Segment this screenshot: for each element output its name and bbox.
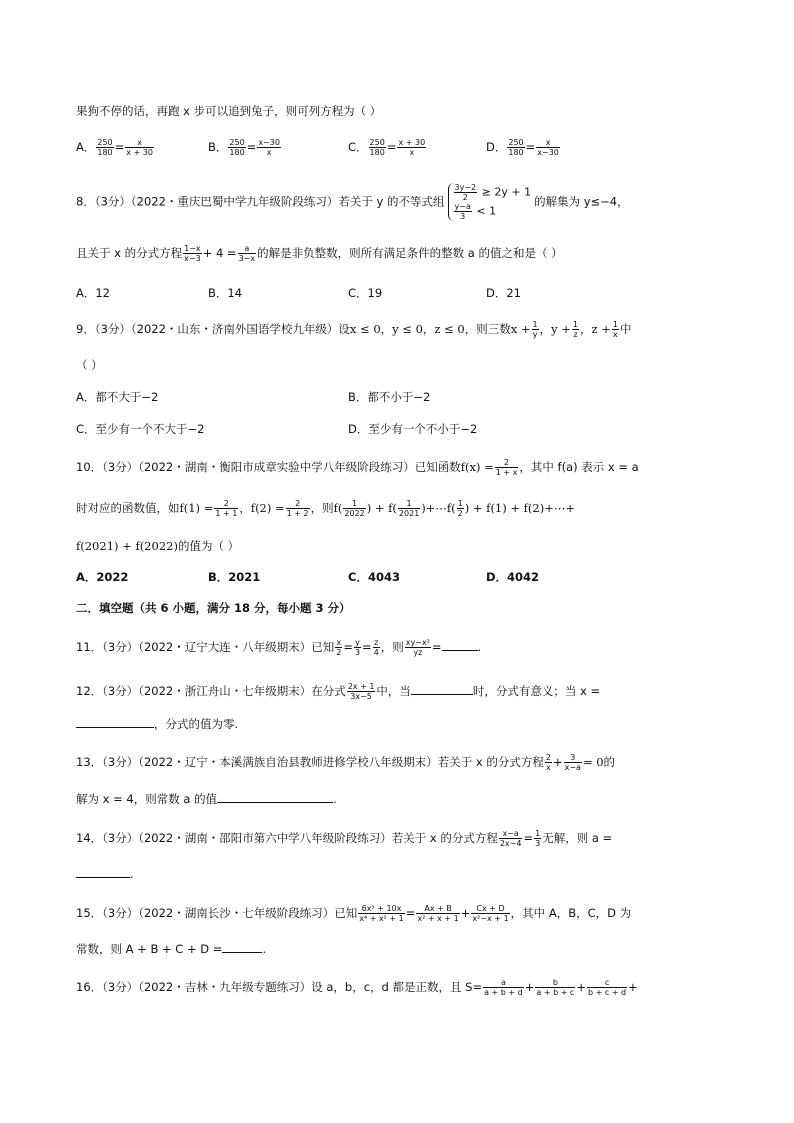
frac-num: Cx + D (471, 904, 509, 914)
frac-den: 2 (336, 648, 342, 657)
term: )+⋯f( (421, 501, 456, 515)
frac-num: x + 30 (398, 138, 426, 147)
fraction (373, 638, 380, 657)
q13-line2 (76, 791, 337, 807)
frac-num: 1 (572, 320, 579, 329)
q14-line2 (76, 866, 134, 882)
q8-option-b: B．14 (208, 286, 243, 300)
q10-line1 (76, 458, 639, 477)
q13-prefix: 13．（3分）（2022・辽宁・本溪满族自治县教师进修学校八年级期末）若关于 x 的分式方程 (76, 755, 544, 769)
frac-num: 250 (229, 138, 245, 147)
q10-line3 (76, 538, 239, 554)
q9-option-b: B．都不小于−2 (348, 390, 431, 404)
term: ，f(2) = (239, 501, 285, 515)
fraction (358, 904, 405, 923)
q10-line2b: ，则 (310, 501, 334, 515)
fraction (347, 682, 376, 701)
plus: + (460, 906, 471, 920)
frac-num: x (336, 638, 342, 647)
frac-den: a + b + d (484, 988, 523, 997)
q9-option-d: D．至少有一个不小于−2 (348, 422, 478, 436)
frac-den: z (573, 330, 578, 339)
plus: + (628, 980, 638, 994)
term: f( (333, 501, 343, 515)
fraction (454, 202, 472, 221)
q14-line1 (76, 829, 612, 848)
q13-rhs: = 0 (582, 755, 604, 769)
answer-blank[interactable] (442, 640, 478, 651)
fraction (535, 978, 575, 997)
frac-den: 180 (229, 148, 245, 157)
frac-den: x + 30 (126, 148, 153, 157)
frac-den: 2022 (344, 509, 365, 518)
fraction (507, 138, 524, 157)
frac-den: 4 (373, 648, 379, 657)
option-label: B． (208, 140, 228, 154)
equals: = (386, 140, 397, 154)
q9-suffix: 中 (619, 322, 632, 336)
fraction (564, 753, 582, 772)
frac-den: x (409, 148, 415, 157)
q10-option-d: D．4042 (486, 570, 540, 584)
fraction (398, 499, 420, 518)
q8-line2a: 且关于 x 的分式方程 (76, 246, 183, 260)
fraction (343, 499, 365, 518)
fraction (397, 138, 426, 157)
frac-num: c (587, 978, 627, 988)
frac-den: 2021 (398, 509, 420, 518)
frac-num: y (355, 638, 360, 647)
equals: = (246, 140, 257, 154)
q14-prefix: 14．（3分）（2022・湖南・邵阳市第六中学八年级阶段练习）若关于 x 的分式方程 (76, 831, 498, 845)
frac-num: 2 (214, 499, 238, 509)
period: . (477, 640, 482, 654)
equals: = (114, 140, 125, 154)
fraction (405, 638, 431, 657)
frac-den: 180 (369, 148, 385, 157)
frac-num: xy−x² (405, 638, 430, 647)
fraction (183, 244, 202, 263)
frac-den: 1 + 2 (286, 509, 309, 518)
frac-num: 250 (97, 138, 113, 147)
q13-suffix: 的 (603, 755, 616, 769)
option-label: A． (76, 140, 96, 154)
frac-num: 3 (564, 753, 582, 763)
q10-expr: f(2021) + f(2022) (76, 539, 178, 553)
q10-option-a: A．2022 (76, 570, 129, 584)
section-heading: 二．填空题（共 6 小题，满分 18 分，每小题 3 分） (76, 601, 351, 615)
fraction (534, 829, 541, 848)
term: ，z + (580, 322, 611, 336)
equals: = (523, 831, 534, 845)
fraction (454, 183, 478, 202)
q10-prefix: 10．（3分）（2022・湖南・衡阳市成章实验中学八年级阶段练习）已知函数 (76, 460, 461, 474)
term: ) + f(1) + f(2)+⋯+ (464, 501, 575, 515)
frac-num: a (238, 244, 257, 254)
q12-mid1: 中，当 (376, 684, 411, 698)
q14-suffix: 无解，则 a = (542, 831, 613, 845)
equals: = (431, 640, 442, 654)
fraction (483, 978, 524, 997)
term: f(x) = (460, 460, 494, 474)
q9-mid: 则三数 (476, 322, 511, 336)
q9-cond: x ≤ 0，y ≤ 0，z ≤ 0， (349, 322, 477, 336)
frac-den: x (613, 330, 618, 339)
frac-den: 1 + 1 (215, 509, 238, 518)
fraction (495, 458, 519, 477)
frac-num: b (535, 978, 575, 988)
q10-option-c: C．4043 (348, 570, 400, 584)
q11-prefix: 11．（3分）（2022・辽宁大连・八年级期末）已知 (76, 640, 335, 654)
frac-den: x−a (564, 763, 581, 772)
q8-option-a: A．12 (76, 286, 111, 300)
equals: = (525, 140, 536, 154)
q10-line2a: 时对应的函数值，如 (76, 501, 180, 515)
frac-num: 1−x (184, 244, 201, 253)
plus: + (552, 755, 563, 769)
q15-line1 (76, 904, 631, 923)
fraction (335, 638, 342, 657)
q8-option-d: D．21 (486, 286, 521, 300)
fraction (471, 904, 509, 923)
frac-den: 3−x (238, 254, 256, 263)
q9-option-c: C．至少有一个不大于−2 (76, 422, 205, 436)
option-label: D． (486, 140, 507, 154)
frac-num: 250 (508, 138, 524, 147)
q15-suffix: ，其中 A，B，C，D 为 (510, 906, 632, 920)
frac-num: 1 (398, 499, 420, 509)
frac-den: x⁴ + x² + 1 (359, 914, 404, 923)
q8-suffix: 的解集为 y≤−4， (534, 194, 629, 209)
fraction (416, 904, 459, 923)
q8-line2 (76, 244, 563, 263)
period: . (333, 792, 337, 806)
frac-num: z (374, 638, 379, 647)
period: . (262, 942, 267, 956)
frac-den: 2 (457, 509, 463, 518)
fraction (545, 753, 552, 772)
answer-blank[interactable] (76, 717, 154, 728)
q13-line2a: 解为 x = 4，则常数 a 的值 (76, 792, 218, 806)
q7-option-d (486, 138, 561, 157)
q7-stem: 果狗不停的话，再跑 x 步可以追到兔子，则可列方程为（ ） (76, 104, 382, 118)
q15-line2 (76, 941, 266, 957)
answer-blank[interactable] (222, 942, 262, 953)
frac-num: 3y−2 (454, 183, 477, 192)
q12-line2: ，分式的值为零. (154, 717, 239, 731)
fraction (532, 320, 539, 339)
term: f(1) = (179, 501, 214, 515)
q11-line: 11．（3分）（2022・辽宁大连・八年级期末）已知 $\frac{x}{2}$ = $\frac{y}{3}$ = $\frac{z}{4}$ ，则 $\frac{\text{xy−x²}}{yz}$ = . (76, 638, 482, 657)
ineq-rest: < 1 (476, 204, 497, 218)
frac-num: 1 (343, 499, 365, 509)
fraction (499, 829, 523, 848)
term: ，y + (539, 322, 571, 336)
fraction (96, 138, 113, 157)
frac-num: a (483, 978, 524, 988)
frac-den: y (532, 330, 538, 339)
period: . (130, 867, 134, 881)
inequality-system (448, 183, 532, 221)
fraction (228, 138, 245, 157)
frac-den: x (266, 148, 272, 157)
frac-den: 3 (460, 212, 466, 221)
q7-option-b (208, 138, 282, 157)
q8-prefix: 8．（3分）（2022・重庆巴蜀中学九年级阶段练习）若关于 y 的不等式组 (76, 194, 445, 209)
fraction (587, 978, 627, 997)
frac-den: x−30 (537, 148, 559, 157)
q7-option-c (348, 138, 427, 157)
frac-num: x−30 (258, 138, 280, 147)
q15-prefix: 15．（3分）（2022・湖南长沙・七年级阶段练习）已知 (76, 906, 358, 920)
q9-paren: （ ） (76, 358, 103, 372)
q8-mid: + 4 = (202, 246, 237, 260)
frac-num: 2 (545, 753, 551, 762)
q15-line2: 常数，则 A + B + C + D = (76, 942, 223, 956)
q16-line1 (76, 978, 638, 997)
option-label: C． (348, 140, 368, 154)
q8-option-c: C．19 (348, 286, 383, 300)
ineq-2 (453, 202, 532, 221)
answer-blank[interactable] (76, 867, 130, 878)
q10-option-b: B．2021 (208, 570, 261, 584)
frac-num: y−a (454, 202, 471, 211)
term: x + (510, 322, 531, 336)
plus: + (524, 980, 535, 994)
q10-line3b: 的值为（ ） (177, 539, 240, 553)
frac-den: x² + x + 1 (417, 914, 459, 923)
q8-line2b: 的解是非负整数，则所有满足条件的整数 a 的值之和是（ ） (257, 246, 563, 260)
fraction (238, 244, 257, 263)
q13-line1 (76, 753, 615, 772)
frac-den: 180 (508, 148, 524, 157)
fraction (369, 138, 386, 157)
q16-prefix: 16．（3分）（2022・吉林・九年级专题练习）设 a，b，c，d 都是正数，且 S= (76, 980, 483, 994)
frac-den: 2x−4 (499, 839, 522, 848)
frac-den: b + c + d (587, 988, 627, 997)
frac-den: yz (413, 648, 423, 657)
q12-line2 (76, 716, 238, 732)
q12-mid2: 时，分式有意义；当 x = (472, 684, 601, 698)
frac-num: 2 (286, 499, 310, 509)
plus: + (576, 980, 586, 994)
q9-option-a: A．都不大于−2 (76, 390, 159, 404)
frac-den: 180 (97, 148, 113, 157)
fraction (286, 499, 310, 518)
frac-num: 250 (369, 138, 385, 147)
fraction (612, 320, 619, 339)
q7-option-a (76, 138, 155, 157)
frac-num: 6x³ + 10x (358, 904, 405, 914)
frac-num: 2x + 1 (347, 682, 375, 691)
term: ) + f( (366, 501, 397, 515)
fraction (354, 638, 361, 657)
frac-den: 3 (535, 839, 541, 848)
answer-blank[interactable] (411, 684, 473, 695)
frac-den: x²−x + 1 (472, 914, 509, 923)
frac-den: 3x−5 (350, 692, 372, 701)
frac-den: x (546, 763, 551, 772)
fraction (125, 138, 154, 157)
frac-num: 1 (612, 320, 618, 329)
q8-line1 (76, 183, 629, 221)
frac-num: 1 (532, 320, 538, 329)
answer-blank[interactable] (217, 792, 333, 803)
frac-num: x (536, 138, 560, 148)
q10-suffix: ，其中 f(a) 表示 x = a (519, 460, 639, 474)
frac-den: 3 (354, 648, 361, 657)
frac-num: x (125, 138, 154, 148)
q9-line1 (76, 320, 631, 339)
frac-den: a + b + c (536, 988, 575, 997)
frac-num: Ax + B (416, 904, 459, 914)
fraction (214, 499, 238, 518)
equals: = (405, 906, 416, 920)
frac-num: 2 (495, 458, 519, 468)
fraction (257, 138, 281, 157)
q10-line2 (76, 499, 575, 518)
frac-num: 1 (457, 499, 463, 508)
q11-then: ，则 (380, 640, 404, 654)
q9-prefix: 9．（3分）（2022・山东・济南外国语学校九年级）设 (76, 322, 350, 336)
ineq-rest: ≥ 2y + 1 (481, 185, 532, 199)
frac-den: x−3 (184, 254, 201, 263)
q12-prefix: 12．（3分）（2022・浙江舟山・七年级期末）在分式 (76, 684, 346, 698)
ineq-1 (453, 183, 532, 202)
fraction (572, 320, 579, 339)
q12-line1 (76, 682, 600, 701)
fraction (536, 138, 560, 157)
frac-num: x−a (499, 829, 523, 839)
frac-den: 1 + x (495, 468, 518, 477)
frac-num: 1 (535, 829, 541, 838)
frac-den: 2 (462, 193, 468, 202)
fraction (457, 499, 464, 518)
